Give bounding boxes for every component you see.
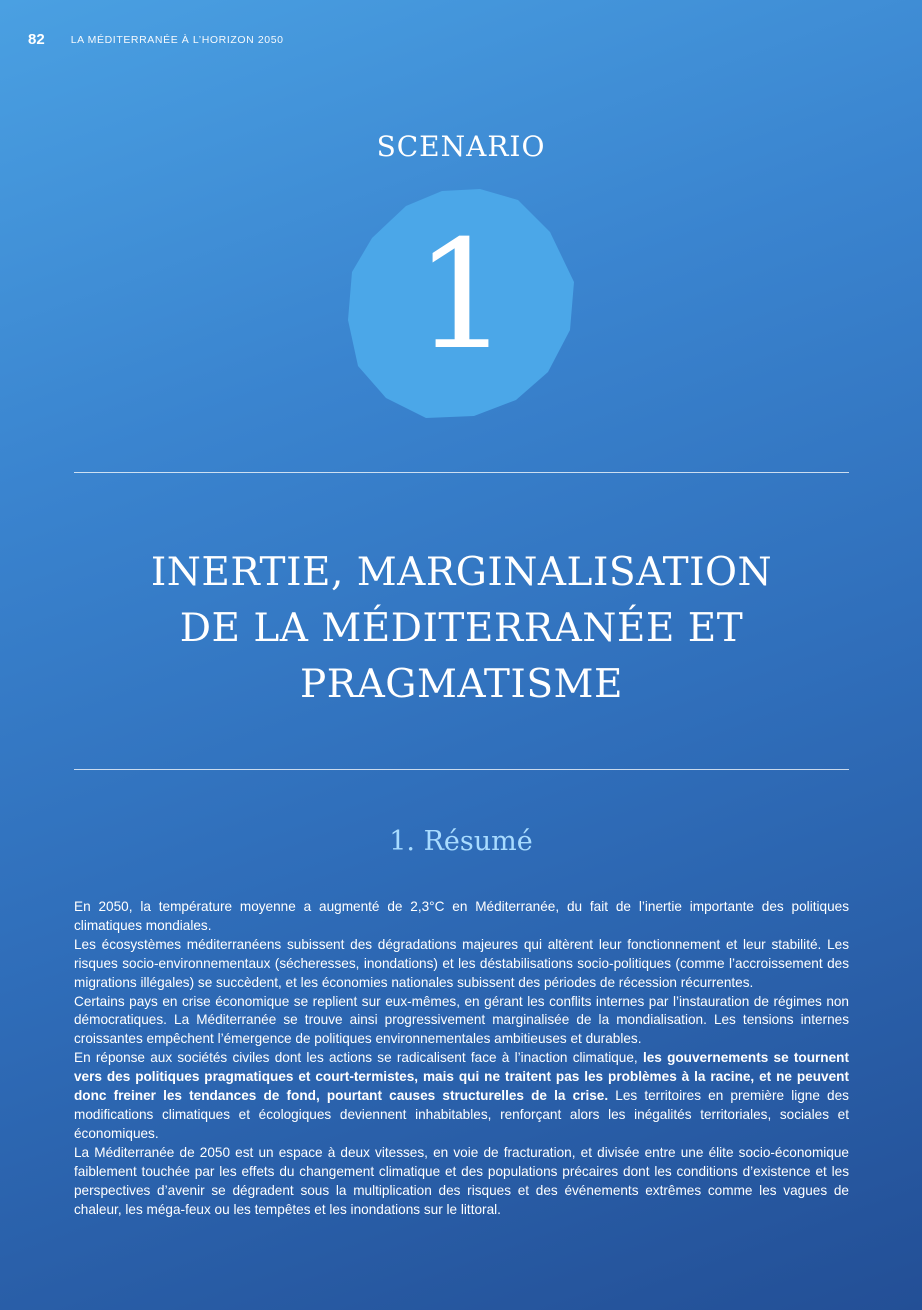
section-heading: 1. Résumé [389,826,533,857]
summary-paragraph: Les écosystèmes méditerranéens subissent des dégradations majeures qui altèrent leur fonctionnement et leur stabilité. Les risques socio-environnementaux (sécheresses, inondations) et les déstabilisations socio-politiques (comme l’accroissement des migrations illégales) se succèdent, et les économies nationales subissent des périodes de récession récurrentes. [74,936,849,990]
page-number: 82 [28,31,45,48]
summary-text [74,898,849,1219]
title-line: DE LA MÉDITERRANÉE ET [179,606,744,651]
scenario-number: 1 [414,209,510,383]
divider-top [74,472,849,473]
summary-text-run: Les territoires en première ligne des modifications climatiques et écologiques deviennent inhabitables, renforçant alors les inégalités territoriales, sociales et économiques. [74,1088,849,1141]
running-header [28,31,284,48]
scenario-label: SCENARIO [376,130,546,163]
summary-paragraph: Certains pays en crise économique se replient sur eux-mêmes, en gérant les conflits internes par l’instauration de régimes non démocratiques. La Méditerranée se trouve ainsi progressivement marginalisée de la mondialisation. Les tensions internes croissantes empêchent l’émergence de politiques environnementales ambitieuses et durables. [74,993,849,1047]
scenario-title [74,545,849,713]
title-line: PRAGMATISME [300,662,623,707]
summary-paragraph: En 2050, la température moyenne a augmenté de 2,3°C en Méditerranée, du fait de l’inertie importante des politiques climatiques mondiales. [74,899,849,933]
title-line: INERTIE, MARGINALISATION [150,550,773,595]
summary-paragraph: La Méditerranée de 2050 est un espace à deux vitesses, en voie de fracturation, et divisée entre une élite socio-économique faiblement touchée par les effets du changement climatique et des populations précaires dont les conditions d’existence et les perspectives d’avenir se dégradent sous la multiplication des risques et des événements extrêmes comme les vagues de chaleur, les méga-feux ou les tempêtes et les inondations sur le littoral. [74,1144,849,1217]
summary-text-run: En réponse aux sociétés civiles dont les actions se radicalisent face à l’inaction climatique, [74,1050,643,1066]
summary-paragraph [74,1049,849,1144]
running-title: LA MÉDITERRANÉE À L’HORIZON 2050 [70,33,284,46]
divider-bottom [74,769,849,770]
summary-bold-text: les gouvernements se tournent vers des politiques pragmatiques et court-termistes, mais qui ne traitent pas les problèmes à la racine, et ne peuvent donc freiner les tendances de fond, pourtant causes structurelles de la crise. [74,1050,849,1104]
scenario-number-badge [346,186,578,420]
